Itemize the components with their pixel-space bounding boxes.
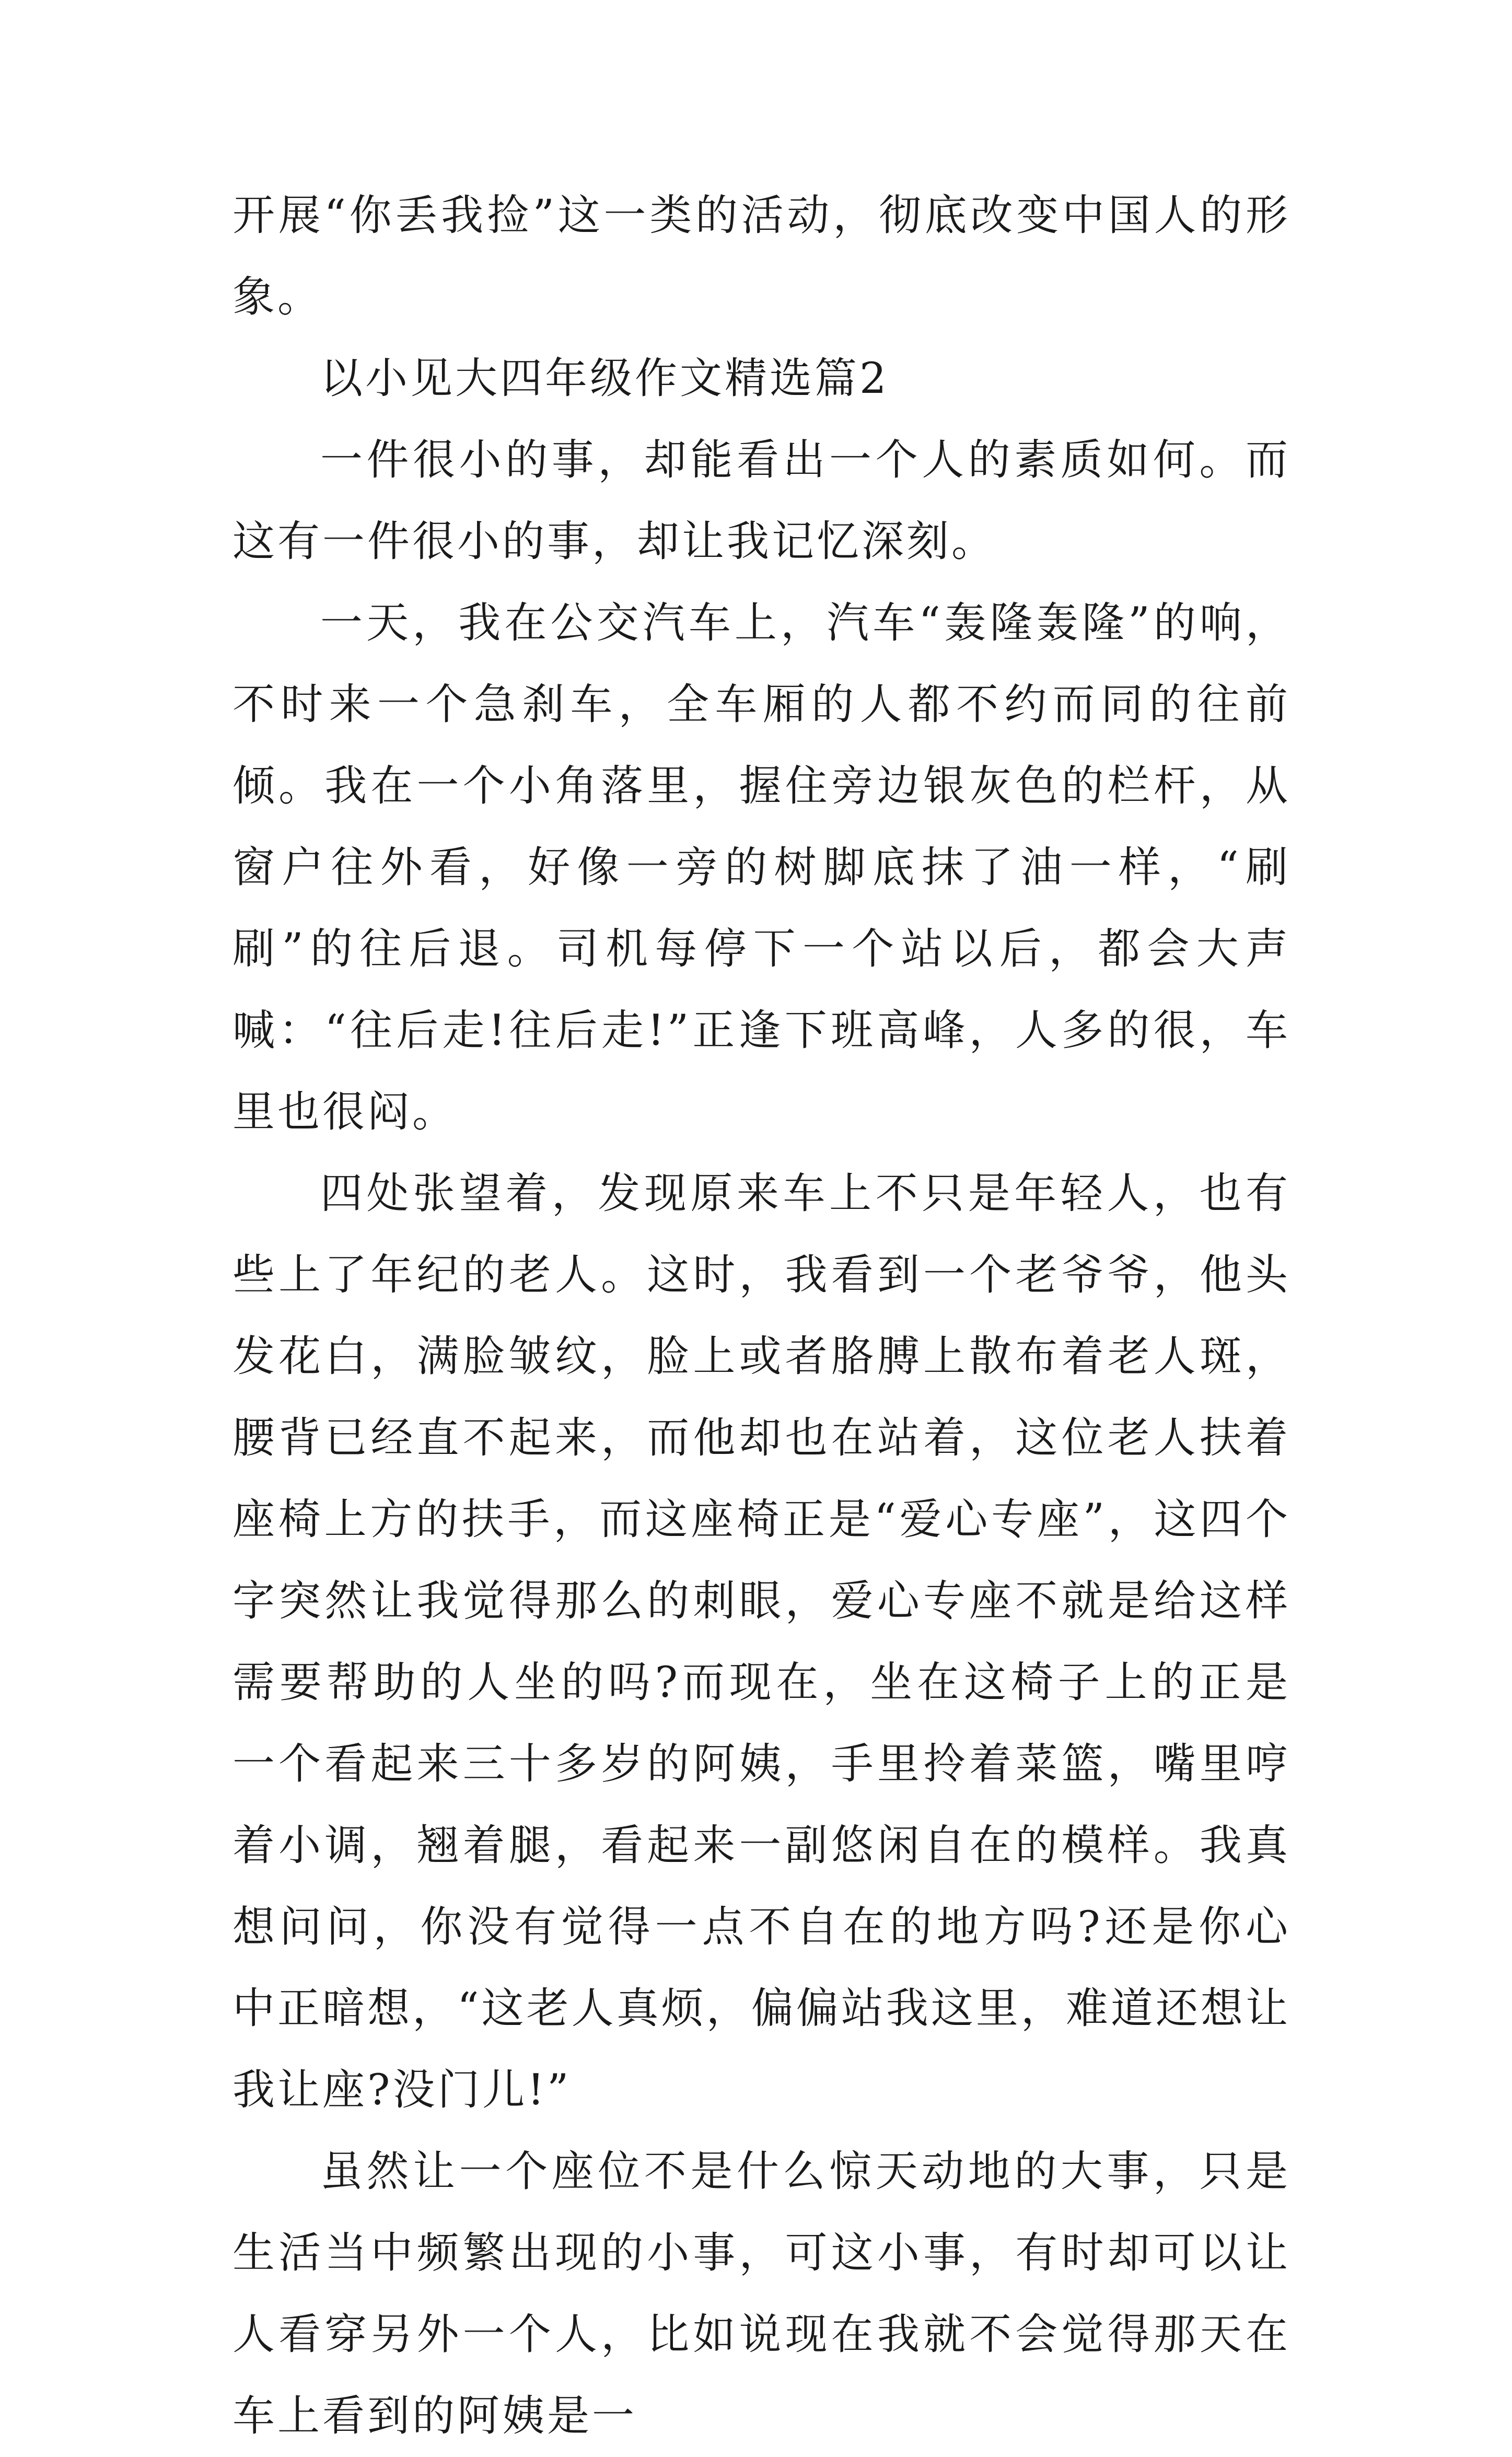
paragraph: 虽然让一个座位不是什么惊天动地的大事，只是生活当中频繁出现的小事，可这小事，有时却可以让人看穿另外一个人，比如说现在我就不会觉得那天在车上看到的阿姨是一	[232, 2147, 1290, 2441]
paragraph: 四处张望着，发现原来车上不只是年轻人，也有些上了年纪的老人。这时，我看到一个老爷爷，他头发花白，满脸皱纹，脸上或者胳膊上散布着老人斑，腰背已经直不起来，而他却也在站着，这位老人扶着座椅上方的扶手，而这座椅正是“爱心专座”，这四个字突然让我觉得那么的刺眼，爱心专座不就是给这样需要帮助的人坐的吗?而现在，坐在这椅子上的正是一个看起来三十多岁的阿姨，手里拎着菜篮，嘴里哼着小调，翘着腿，看起来一副悠闲自在的模样。我真想问问，你没有觉得一点不自在的地方吗?还是你心中正暗想，“这老人真烦，偏偏站我这里，难道还想让我让座?没门儿!”	[232, 1169, 1290, 2115]
paragraph: 一件很小的事，却能看出一个人的素质如何。而这有一件很小的事，却让我记忆深刻。	[232, 436, 1290, 566]
paragraph-continuation: 开展“你丢我捡”这一类的活动，彻底改变中国人的形象。	[232, 191, 1290, 322]
section-heading: 以小见大四年级作文精选篇2	[320, 354, 889, 403]
paragraph: 一天，我在公交汽车上，汽车“轰隆轰隆”的响，不时来一个急刹车，全车厢的人都不约而同的往前倾。我在一个小角落里，握住旁边银灰色的栏杆，从窗户往外看，好像一旁的树脚底抹了油一样，“刷刷”的往后退。司机每停下一个站以后，都会大声喊：“往后走!往后走!”正逢下班高峰，人多的很，车里也很闷。	[232, 599, 1290, 1137]
document-body	[232, 175, 1290, 2457]
